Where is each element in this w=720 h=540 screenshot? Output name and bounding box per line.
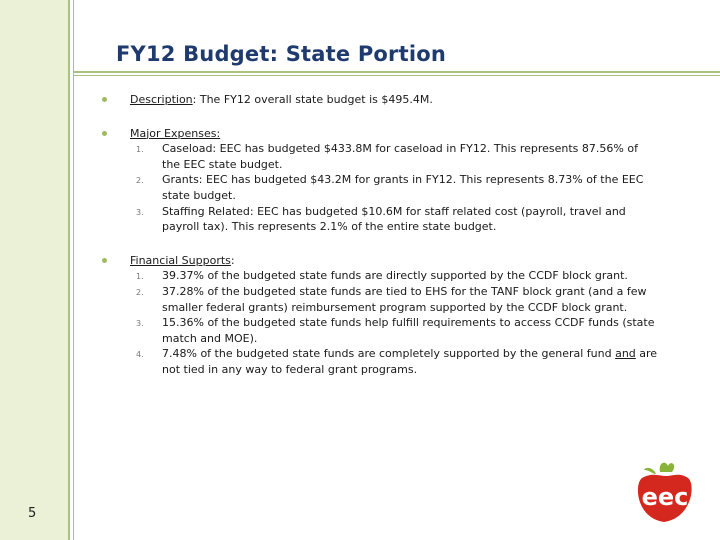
list-item [130, 346, 658, 377]
list-item-text: Caseload: EEC has budgeted $433.8M for caseload in FY12. This represents 87.56% of the EEC state budget. [162, 142, 638, 171]
vertical-rule [73, 0, 74, 540]
expense-list [130, 141, 658, 235]
slide-title: FY12 Budget: State Portion [116, 42, 447, 66]
bullet-financial-supports [98, 253, 658, 378]
list-item-text: 15.36% of the budgeted state funds help fulfill requirements to access CCDF funds (state match and MOE). [162, 316, 655, 345]
list-number: 1. [136, 145, 144, 155]
slide-content [98, 92, 658, 396]
bullet-major-expenses [98, 126, 658, 235]
page-number: 5 [28, 506, 37, 521]
list-item-text: 37.28% of the budgeted state funds are tied to EHS for the TANF block grant (and a few smaller federal grants) reimbursement program supported by the CCDF block grant. [162, 284, 647, 314]
list-item [130, 268, 658, 284]
bullet-label: Financial Supports [130, 253, 231, 267]
list-item [130, 204, 658, 235]
list-item [130, 172, 658, 203]
left-band [0, 0, 68, 540]
bullet-icon [102, 258, 107, 263]
list-item-text: 39.37% of the budgeted state funds are directly supported by the CCDF block grant. [162, 269, 628, 283]
bullet-icon [102, 97, 107, 102]
list-item-text: 7.48% of the budgeted state funds are completely supported by the general fund [162, 347, 616, 361]
title-rule [74, 71, 720, 73]
bullet-label: Major Expenses: [130, 126, 221, 140]
bullet-text: : [230, 253, 235, 267]
list-number: 3. [136, 319, 144, 329]
logo-text: eec [641, 483, 689, 511]
list-number: 2. [136, 176, 144, 186]
list-item [130, 315, 658, 346]
list-item-text: Staffing Related: EEC has budgeted $10.6M for staff related cost (payroll, travel and payroll tax). This represents 2.1% of the entire state budget. [162, 204, 626, 234]
vertical-rule [68, 0, 70, 540]
list-item-text: Grants: EEC has budgeted $43.2M for grants in FY12. This represents 8.73% of the EEC state budget. [162, 173, 644, 202]
list-number: 3. [136, 207, 144, 217]
bullet-description [98, 92, 658, 108]
bullet-label: Description [130, 93, 193, 106]
support-list [130, 268, 658, 377]
eec-logo [632, 458, 700, 524]
list-item [130, 141, 658, 172]
list-number: 4. [136, 350, 144, 360]
emphasis-text: and [615, 347, 636, 361]
list-item [130, 284, 658, 315]
title-rule [74, 75, 720, 76]
list-number: 2. [136, 287, 144, 297]
bullet-text: : The FY12 overall state budget is $495.4M. [192, 93, 433, 106]
bullet-icon [102, 131, 107, 136]
list-item-text: are not tied in any way to federal grant programs. [162, 347, 658, 376]
list-number: 1. [136, 272, 144, 282]
